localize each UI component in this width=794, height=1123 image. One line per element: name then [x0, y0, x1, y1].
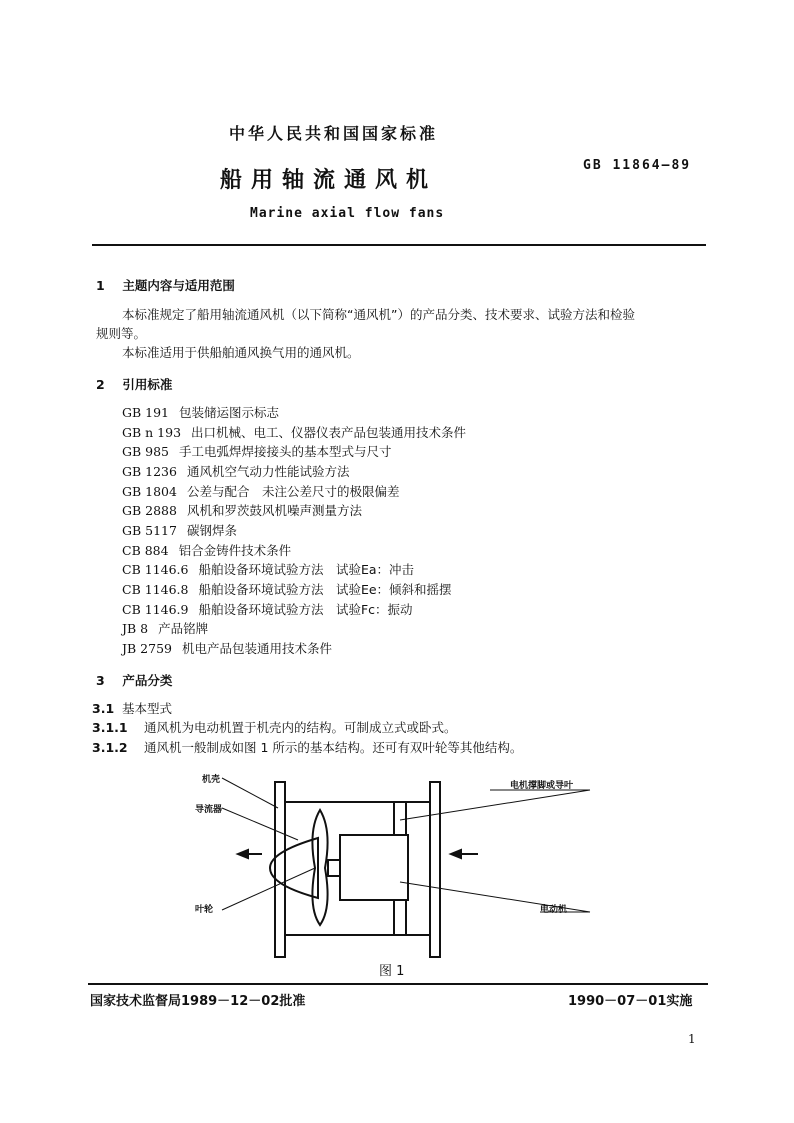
ref-title: 手工电弧焊焊接接头的基本型式与尺寸 [179, 444, 392, 459]
leader-guide [222, 808, 298, 840]
inlet-cone [270, 838, 318, 898]
section-1-para-1-line-1: 本标准规定了船用轴流通风机（以下简称“通风机”）的产品分类、技术要求、试验方法和检验 [122, 307, 635, 322]
ref-item [122, 423, 466, 441]
section-1-heading [96, 276, 235, 294]
subsection-3-1-title: 基本型式 [121, 701, 172, 716]
ref-item [122, 600, 413, 618]
ref-code: GB 191 [122, 405, 170, 420]
subsection-3-1-1-text: 通风机为电动机置于机壳内的结构。可制成立式或卧式。 [143, 720, 457, 735]
ref-title: 产品铭牌 [158, 621, 209, 636]
ref-item [122, 501, 362, 519]
section-2-heading [96, 375, 172, 393]
ref-code: GB 985 [122, 444, 170, 459]
section-1-number: 1 [96, 278, 105, 293]
ref-code: CB 1146.6 [122, 562, 189, 577]
ref-title: 船舶设备环境试验方法 试验Ea：冲击 [198, 562, 415, 577]
label-casing: 机壳 [202, 775, 221, 785]
country-standard-heading: 中华人民共和国国家标准 [229, 124, 439, 143]
ref-item [122, 541, 291, 559]
ref-item [122, 521, 237, 539]
standard-code: GB 11864—89 [583, 158, 692, 173]
ref-item [122, 403, 279, 421]
subsection-3-1-2-number: 3.1.2 [92, 740, 128, 755]
subsection-3-1-1 [92, 718, 457, 736]
ref-title: 碳钢焊条 [186, 523, 237, 538]
label-motor: 电动机 [540, 905, 568, 915]
ref-code: CB 884 [122, 543, 169, 558]
ref-item [122, 560, 414, 578]
label-motor-support: 电机撑脚或导叶 [510, 781, 574, 791]
ref-item [122, 619, 208, 637]
left-flange [275, 782, 285, 957]
section-3-heading [96, 671, 172, 689]
ref-title: 机电产品包装通用技术条件 [181, 641, 332, 656]
ref-title: 公差与配合 未注公差尺寸的极限偏差 [186, 484, 400, 499]
section-2-number: 2 [96, 377, 105, 392]
ref-code: GB n 193 [122, 425, 182, 440]
section-3-title: 产品分类 [122, 673, 173, 688]
ref-item [122, 482, 399, 500]
page-number: 1 [688, 1032, 696, 1046]
section-2-title: 引用标准 [122, 377, 173, 392]
impeller-blade [312, 810, 327, 925]
leader-impeller [222, 868, 315, 910]
ref-code: GB 1804 [122, 484, 177, 499]
ref-item [122, 462, 349, 480]
ref-title: 船舶设备环境试验方法 试验Fc：振动 [198, 602, 413, 617]
ref-code: CB 1146.8 [122, 582, 189, 597]
ref-code: GB 1236 [122, 464, 177, 479]
airflow-arrow-left-head [238, 850, 248, 858]
section-1-para-2: 本标准适用于供船舶通风换气用的通风机。 [122, 345, 360, 360]
subsection-3-1-1-number: 3.1.1 [92, 720, 128, 735]
motor-shaft [328, 860, 340, 876]
ref-code: GB 2888 [122, 503, 177, 518]
ref-code: GB 5117 [122, 523, 177, 538]
ref-code: JB 8 [122, 621, 149, 636]
ref-item [122, 580, 452, 598]
leader-casing [222, 778, 278, 808]
effective-date: 1990－07－01实施 [568, 994, 693, 1009]
footer-divider [88, 983, 708, 985]
section-3-number: 3 [96, 673, 105, 688]
subsection-3-1-number: 3.1 [92, 701, 115, 716]
ref-code: JB 2759 [122, 641, 172, 656]
ref-title: 出口机械、电工、仪器仪表产品包装通用技术条件 [191, 425, 467, 440]
ref-title: 包装储运图示标志 [179, 405, 280, 420]
section-1-title: 主题内容与适用范围 [122, 278, 235, 293]
subsection-3-1 [92, 699, 172, 717]
header-divider [92, 244, 706, 246]
document-title-cn: 船用轴流通风机 [220, 168, 438, 193]
document-title-en: Marine axial flow fans [250, 206, 445, 221]
ref-title: 通风机空气动力性能试验方法 [186, 464, 350, 479]
section-1-para-1-line-2: 规则等。 [96, 326, 147, 341]
figure-caption: 图 1 [379, 964, 405, 979]
subsection-3-1-2 [92, 738, 522, 756]
label-guide: 导流器 [195, 805, 223, 815]
approval-date: 国家技术监督局1989－12－02批准 [90, 994, 306, 1009]
ref-code: CB 1146.9 [122, 602, 189, 617]
leader-motor-support [400, 790, 590, 820]
ref-title: 船舶设备环境试验方法 试验Ee：倾斜和摇摆 [198, 582, 452, 597]
subsection-3-1-2-text: 通风机一般制成如图 1 所示的基本结构。还可有双叶轮等其他结构。 [143, 740, 523, 755]
label-impeller: 叶轮 [195, 905, 214, 915]
ref-item [122, 442, 392, 460]
ref-title: 风机和罗茨鼓风机噪声测量方法 [186, 503, 362, 518]
ref-item [122, 639, 332, 657]
ref-title: 铝合金铸件技术条件 [178, 543, 292, 558]
right-flange [430, 782, 440, 957]
motor-body [340, 835, 408, 900]
airflow-arrow-right-head [451, 850, 461, 858]
